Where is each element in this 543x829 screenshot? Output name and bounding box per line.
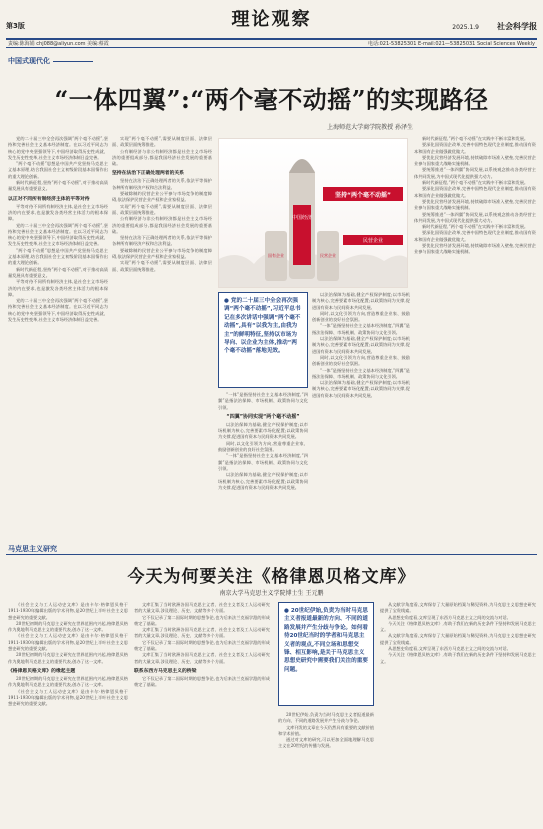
paragraph: 公有制经济与非公有制经济都是社会主义市场经济的重要组成部分,都是我国经济社会发展的重要基础。 (112, 148, 212, 167)
rocket-nose (289, 159, 315, 173)
paragraph: 要优化民营经济发展环境,持续破除市场准入壁垒,完善民营企业参与国家重大战略实施机制。 (414, 198, 536, 211)
article1-author: 上海师范大学商学院教授 孙泽生 (327, 124, 413, 131)
paragraph: 文库汇集了当时欧洲各国马克思主义者、社会主义者及工人运动研究者的大量文章,涉及理论、历史、文献等多个方面。 (134, 652, 270, 664)
paragraph: 今天关注《格律恩贝格文库》,有助于我们在新的历史条件下坚持和发展马克思主义。 (380, 652, 536, 664)
banner-text: 坚持“两个毫不动摇” (335, 192, 391, 199)
article1-column-2 (112, 136, 212, 552)
paragraph: 20世纪初期的马克思主义研究在世界范围内兴起,格律恩贝格作为奥地利马克思主义的重要代表,创办了这一文库。 (8, 675, 128, 688)
paragraph: 坚持在法治下正确处理两者的关系,依法平等保护各种所有制经济产权和合法利益。 (112, 235, 212, 247)
paragraph: 实现“两个毫不动摇”,需要从制度层面、法律层面、政策层面统筹推进。 (112, 260, 212, 272)
paragraph: 《社会主义与工人运动史文库》是由卡尔·格律恩贝格于1911-1930年编辑出版的学术刊物,是20世纪上半叶社会主义思想史研究的重要文献。 (8, 688, 128, 707)
paragraph: 以法治保障为基础,健全产权保护制度;以市场机制为核心,完善要素市场化配置;以政策协同为支撑,促进国有资本与民间资本共同发展。 (312, 292, 410, 310)
sub-headline: “四翼”协同实现“两个毫不动摇” (226, 413, 300, 420)
article1-column-4 (414, 136, 536, 552)
contact-info: 电话:021-53825301 E-mail:021—53825031 Social Sciences Weekly (367, 41, 535, 47)
sub-headline: 《格律恩贝格文库》的缘起主题 (8, 668, 76, 674)
paragraph: “两个毫不动摇”思想是中国共产党坚持马克思主义基本原理,结合我国社会主义初级阶段基本国情作出的重大理论创新。 (8, 161, 108, 179)
paragraph: 从文献学角度看,文库保存了大量原始档案与稀见资料,为马克思主义思想史研究提供了宝贵线索。 (380, 633, 536, 645)
sub-headline: 以正对不同所有制经济主体的平等对待 (8, 196, 90, 202)
paragraph: 从文献学角度看,文库保存了大量原始档案与稀见资料,为马克思主义思想史研究提供了宝贵线索。 (380, 602, 536, 614)
paragraph: 《社会主义与工人运动史文库》是由卡尔·格律恩贝格于1911-1930年编辑出版的学术刊物,是20世纪上半叶社会主义思想史研究的重要文献。 (8, 633, 128, 652)
article2-pullquote: ● 20世纪伊始,负责为当时马克思主义者报道最新的方向、不同的道路发展并产生分歧与争论。如何看待20世纪当时的学者和马克思主义者的观点,不同立场和思想交锋、相互影响,是关于马克思主义思想史研究中需要我们关注的重要问题。 (278, 602, 374, 706)
paragraph: “一体”是指坚持社会主义基本经济制度,“四翼”是指法治保障、市场机制、政策协同与文化引领。 (218, 392, 308, 410)
paragraph: 平等对待不同所有制经济主体,是社会主义市场经济的内在要求,也是激发各类经营主体活力的根本保障。 (8, 279, 108, 297)
paragraph: 它不仅记录了第二国际时期的思想争论,也为后来法兰克福学派的形成奠定了基础。 (134, 639, 270, 652)
paragraph: 它不仅记录了第二国际时期的思想争论,也为后来法兰克福学派的形成奠定了基础。 (134, 614, 270, 626)
paragraph: 要优化民营经济发展环境,持续破除市场准入壁垒,完善民营企业参与国家重大战略实施机制。 (414, 243, 536, 255)
paragraph: 新时代新征程,坚持“两个毫不动摇”,对于推动高质量发展具有重要意义。 (8, 180, 108, 192)
paragraph: 坚持在法治下正确处理两者的关系,依法平等保护各种所有制经济产权和合法利益。 (112, 178, 212, 190)
paragraph: 以法治保障为基础,健全产权保护制度;以市场机制为核心,完善要素市场化配置;以政策协同为支撑,促进国有资本与民间资本共同发展。 (218, 472, 308, 490)
paragraph: 文库刊发的文章在今天仍然具有重要的文献价值和学术价值。 (278, 724, 374, 736)
article2-headline: 今天为何要关注《格律恩贝格文库》 (127, 567, 416, 587)
rocket-stripe (293, 205, 311, 265)
article1-column-3b (312, 292, 410, 552)
paragraph: 20世纪初期的马克思主义研究在世界范围内兴起,格律恩贝格作为奥地利马克思主义的重要代表,创办了这一文库。 (8, 652, 128, 664)
masthead (6, 4, 537, 38)
paragraph: 要破除制约民营企业公平参与市场竞争的制度障碍,依法保护民营企业产权和企业家权益。 (112, 247, 212, 260)
paragraph: 要统筹推进“一体四翼”协同发展,以系统观念推动各类经营主体共同发展,为中国式现代化提供强大动力。 (414, 211, 536, 223)
paragraph: 新时代新征程,“两个毫不动摇”在实践中不断丰富和发展。 (422, 180, 529, 186)
section-divider (6, 554, 537, 555)
paragraph: 从思想史角度看,文库呈现了东西方马克思主义之间的交流与对话。 (388, 646, 511, 652)
rocket-label: 中国经济 (291, 215, 313, 221)
page-title: 理论观察 (231, 9, 312, 30)
bullet-icon: ● (284, 608, 289, 614)
article2-column-1 (8, 602, 128, 824)
paragraph: 要深化国资国企改革,完善中国特色现代企业制度,推动国有资本和国有企业做强做优做大。 (414, 186, 536, 198)
paragraph: 党的二十届三中全会再次强调“两个毫不动摇”,坚持和完善社会主义基本经济制度。在以习近平同志为核心的党中央坚强领导下,中国经济取得历史性成就、发生历史性变革,社会主义市场经济体制日益完善。 (8, 298, 108, 323)
article2-author: 南京大学马克思主义学院博士生 王元鹏 (219, 590, 324, 597)
paragraph: 20世纪初期的马克思主义研究在世界范围内兴起,格律恩贝格作为奥地利马克思主义的重要代表,创办了这一文库。 (8, 620, 128, 633)
paragraph: 要优化民营经济发展环境,持续破除市场准入壁垒,完善民营企业参与国家重大战略实施机制。 (414, 154, 536, 167)
section-label-2: 马克思主义研究 (8, 545, 57, 553)
paragraph: 以法治保障为基础,健全产权保护制度;以市场机制为核心,完善要素市场化配置;以政策协同为支撑,促进国有资本与民间资本共同发展。 (312, 336, 410, 354)
booster-left-label: 国有企业 (268, 253, 284, 258)
paragraph: “一体”是指坚持社会主义基本经济制度,“四翼”是指法治保障、市场机制、政策协同与文化引领。 (312, 323, 410, 335)
paragraph: 实现“两个毫不动摇”,需要从制度层面、法律层面、政策层面统筹推进。 (112, 203, 212, 215)
paragraph: 文库汇集了当时欧洲各国马克思主义者、社会主义者及工人运动研究者的大量文章,涉及理论、历史、文献等多个方面。 (134, 602, 270, 614)
bullet-icon: ● (224, 298, 229, 304)
section-label-1: 中国式现代化 (8, 56, 93, 66)
article1-pullquote: ● 党的二十届三中全会再次强调“两个毫不动摇”,习近平总书记在多次讲话中强调“两个毫不动摇”,具有“以我为主,由我为主”的鲜明特征,坚持以市场为导向、以企业为主体,推动“两个毫不动摇”落地见效。 (218, 292, 308, 388)
paragraph: 它不仅记录了第二国际时期的思想争论,也为后来法兰克福学派的形成奠定了基础。 (134, 675, 270, 688)
tag-ribbon-text: 民营企业 (362, 238, 384, 244)
issue-date: 2025.1.9 (452, 24, 479, 31)
paragraph: “一体”是指坚持社会主义基本经济制度,“四翼”是指法治保障、市场机制、政策协同与文化引领。 (312, 367, 410, 379)
paragraph: 20世纪伊始,负责为当时马克思主义者报道最新的方向、不同的道路发展并产生分歧与争论。 (278, 712, 374, 724)
paragraph: 新时代新征程,“两个毫不动摇”在实践中不断丰富和发展。 (422, 224, 529, 230)
paragraph: 要深化国资国企改革,完善中国特色现代企业制度,推动国有资本和国有企业做强做优做大。 (414, 230, 536, 242)
paragraph: 公有制经济与非公有制经济都是社会主义市场经济的重要组成部分,都是我国经济社会发展的重要基础。 (112, 216, 212, 234)
paragraph: 要深化国资国企改革,完善中国特色现代企业制度,推动国有资本和国有企业做强做优做大。 (414, 142, 536, 154)
article1-column-1 (8, 136, 108, 552)
paragraph: 党的二十届三中全会再次强调“两个毫不动摇”,坚持和完善社会主义基本经济制度。在以习近平同志为核心的党中央坚强领导下,中国经济取得历史性成就、发生历史性变革,社会主义市场经济体制日益完善。 (8, 136, 108, 160)
paragraph: 同时,以文化引领为方向,营造尊重企业家、鼓励创新创业的良好社会氛围。 (312, 310, 410, 323)
byline-bar (6, 38, 537, 48)
paragraph: 文库汇集了当时欧洲各国马克思主义者、社会主义者及工人运动研究者的大量文章,涉及理论、历史、文献等多个方面。 (134, 627, 270, 639)
paragraph: 新时代新征程,“两个毫不动摇”在实践中不断丰富和发展。 (422, 136, 529, 141)
article1-headline: “一体四翼”:“两个毫不动摇”的实现路径 (54, 85, 489, 114)
article2-column-4 (380, 602, 536, 824)
paragraph: 实现“两个毫不动摇”,需要从制度层面、法律层面、政策层面统筹推进。 (112, 136, 212, 148)
paragraph: 要统筹推进“一体四翼”协同发展,以系统观念推动各类经营主体共同发展,为中国式现代化提供强大动力。 (414, 167, 536, 179)
paragraph: 党的二十届三中全会再次强调“两个毫不动摇”,坚持和完善社会主义基本经济制度。在以习近平同志为核心的党中央坚强领导下,中国经济取得历史性成就、发生历史性变革,社会主义市场经济体制日益完善。 (8, 222, 108, 247)
article1-illustration (218, 138, 408, 288)
page-number: 第3版 (6, 22, 25, 30)
paragraph: 以法治保障为基础,健全产权保护制度;以市场机制为核心,完善要素市场化配置;以政策协同为支撑,促进国有资本与民间资本共同发展。 (312, 380, 410, 398)
editor-info: 责编:陈海娟 chj088@aliyun.com 美编:蔡霞 (8, 41, 109, 47)
paragraph: “两个毫不动摇”思想是中国共产党坚持马克思主义基本原理,结合我国社会主义初级阶段基本国情作出的重大理论创新。 (8, 247, 108, 266)
paper-name: 社会科学报 (497, 22, 537, 31)
paragraph: “一体”是指坚持社会主义基本经济制度,“四翼”是指法治保障、市场机制、政策协同与文化引领。 (218, 453, 308, 471)
paragraph: 同时,以文化引领为方向,营造尊重企业家、鼓励创新创业的良好社会氛围。 (218, 440, 308, 453)
paragraph: 今天关注《格律恩贝格文库》,有助于我们在新的历史条件下坚持和发展马克思主义。 (380, 620, 536, 633)
paragraph: 同时,以文化引领为方向,营造尊重企业家、鼓励创新创业的良好社会氛围。 (312, 354, 410, 367)
paragraph: 以法治保障为基础,健全产权保护制度;以市场机制为核心,完善要素市场化配置;以政策协同为支撑,促进国有资本与民间资本共同发展。 (218, 421, 308, 440)
article2-column-3 (278, 712, 374, 824)
booster-right-label: 民营企业 (320, 253, 336, 258)
paragraph: 《社会主义与工人运动史文库》是由卡尔·格律恩贝格于1911-1930年编辑出版的学术刊物,是20世纪上半叶社会主义思想史研究的重要文献。 (8, 602, 128, 620)
article1-column-3 (218, 392, 308, 552)
paragraph: 要破除制约民营企业公平参与市场竞争的制度障碍,依法保护民营企业产权和企业家权益。 (112, 191, 212, 203)
paragraph: 从思想史角度看,文库呈现了东西方马克思主义之间的交流与对话。 (388, 614, 511, 620)
sub-headline: 联系东西方马克思主义的桥梁 (134, 668, 197, 674)
paragraph: 通过对文库的研究,可以更加全面地理解马克思主义在20世纪的传播与发展。 (278, 737, 374, 749)
paragraph: 平等对待不同所有制经济主体,是社会主义市场经济的内在要求,也是激发各类经营主体活力的根本保障。 (8, 203, 108, 222)
rocket-illustration (219, 139, 408, 288)
article2-column-2 (134, 602, 270, 824)
sub-headline: 坚持在法治下正确处理两者的关系 (112, 171, 184, 177)
paragraph: 新时代新征程,坚持“两个毫不动摇”,对于推动高质量发展具有重要意义。 (8, 266, 108, 278)
